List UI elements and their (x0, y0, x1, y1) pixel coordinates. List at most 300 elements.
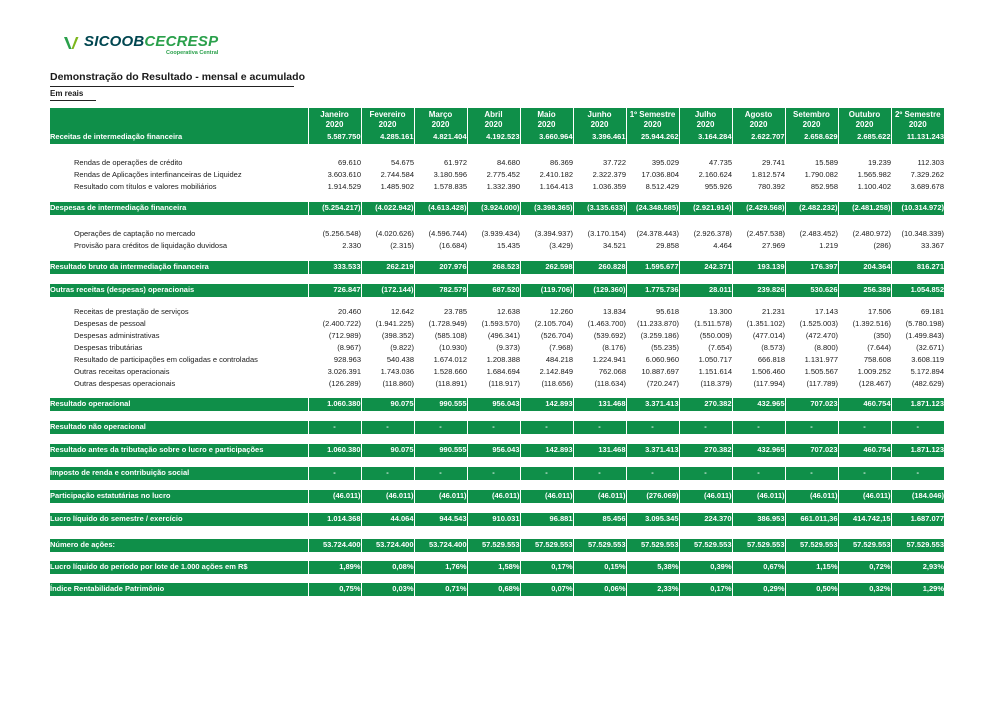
section-row (50, 131, 944, 144)
cell-value: (126.289) (328, 378, 361, 388)
column-header-month: Janeiro (320, 109, 349, 119)
cell-value: 3.095.345 (626, 513, 679, 526)
cell-value: 707.023 (785, 398, 838, 411)
detail-row (50, 157, 944, 169)
cell-value: 3.164.284 (679, 131, 732, 144)
cell-value: 3.396.461 (573, 131, 626, 144)
cell-value: 11.131.243 (891, 131, 944, 144)
cell-value: 1.131.977 (804, 354, 838, 364)
cell-value: 1.506.460 (751, 366, 785, 376)
cell-value: 5.587.750 (308, 131, 361, 144)
cell-value: 2.622.707 (732, 131, 785, 144)
column-header-year: 2020 (696, 119, 715, 129)
cell-value: (7.654) (708, 342, 732, 352)
detail-row (50, 169, 944, 181)
cell-value: (10.348.339) (901, 228, 944, 238)
column-header (308, 108, 361, 131)
cell-value: (1.728.949) (428, 318, 467, 328)
cell-value: (10.930) (439, 342, 467, 352)
cell-value: 386.953 (732, 513, 785, 526)
cell-value: (3.398.365) (520, 202, 573, 215)
spacer-row (50, 457, 944, 467)
cell-value: (5.254.217) (308, 202, 361, 215)
section-row (50, 583, 944, 596)
section-row (50, 513, 944, 526)
column-header (785, 108, 838, 131)
cell-value: (712.989) (328, 330, 361, 340)
cell-value: 1.036.359 (592, 181, 626, 191)
cell-value: 27.969 (762, 240, 785, 250)
cell-value: - (732, 467, 785, 480)
cell-value: 0,17% (679, 583, 732, 596)
column-header-month: Outubro (848, 109, 881, 119)
cell-value: - (414, 421, 467, 434)
cell-value: 0,67% (732, 561, 785, 574)
column-header-year: 2020 (378, 119, 397, 129)
detail-row (50, 378, 944, 390)
cell-value: (46.011) (732, 490, 785, 503)
cell-value: (496.341) (487, 330, 520, 340)
detail-row (50, 228, 944, 240)
detail-row (50, 330, 944, 342)
spacer-cell (50, 480, 944, 490)
column-header-month: Maio (537, 109, 556, 119)
cell-value: 3.026.391 (327, 366, 361, 376)
row-label: Outras despesas operacionais (74, 378, 176, 388)
cell-value: (24.378.443) (636, 228, 679, 238)
cell-value: 0,75% (308, 583, 361, 596)
cell-value: 2.685.622 (838, 131, 891, 144)
cell-value: 84.680 (497, 157, 520, 167)
cell-value: 762.068 (598, 366, 626, 376)
cell-value: 1.684.694 (486, 366, 520, 376)
cell-value: 1.151.614 (698, 366, 732, 376)
column-header-month: Abril (484, 109, 503, 119)
column-header-year: 2020 (537, 119, 556, 129)
cell-value: - (414, 467, 467, 480)
cell-value: 90.075 (361, 444, 414, 457)
column-header-month: 1º Semestre (629, 109, 676, 119)
cell-value: 44.064 (361, 513, 414, 526)
cell-value: 13.300 (709, 306, 732, 316)
section-row (50, 444, 944, 457)
cell-value: (7.968) (549, 342, 573, 352)
table-body (50, 131, 944, 596)
detail-row (50, 366, 944, 378)
detail-row (50, 240, 944, 252)
cell-value: 242.371 (679, 261, 732, 274)
cell-value: 1.485.902 (380, 181, 414, 191)
cell-value: 0,08% (361, 561, 414, 574)
cell-value: 1.775.736 (626, 284, 679, 297)
cell-value: 47.735 (709, 157, 732, 167)
row-label: Despesas de pessoal (74, 318, 146, 328)
cell-value: 956.043 (467, 444, 520, 457)
cell-value: 256.389 (838, 284, 891, 297)
spacer-row (50, 193, 944, 202)
cell-value: 1.060.380 (308, 398, 361, 411)
cell-value: (8.800) (814, 342, 838, 352)
logo-wordmark (84, 34, 218, 50)
spacer-row (50, 503, 944, 513)
cell-value: 2.142.849 (539, 366, 573, 376)
cell-value: (1.941.225) (375, 318, 414, 328)
cell-value: (8.967) (337, 342, 361, 352)
cell-value: (4.613.428) (414, 202, 467, 215)
cell-value: 1.100.402 (857, 181, 891, 191)
section-row (50, 421, 944, 434)
cell-value: 432.965 (732, 398, 785, 411)
row-label: Imposto de renda e contribuição social (50, 467, 308, 480)
logo-text (84, 34, 218, 57)
cell-value: 3.371.413 (626, 398, 679, 411)
cell-value: - (732, 421, 785, 434)
row-label: Outras receitas operacionais (74, 366, 170, 376)
cell-value: 1.790.082 (804, 169, 838, 179)
column-header (467, 108, 520, 131)
cell-value: 57.529.553 (838, 539, 891, 552)
cell-value: 432.965 (732, 444, 785, 457)
cell-value: 29.858 (656, 240, 679, 250)
cell-value: 2,33% (626, 583, 679, 596)
row-label: Resultado bruto da intermediação financeira (50, 261, 308, 274)
column-header-row (50, 108, 944, 131)
cell-value: 61.972 (444, 157, 467, 167)
row-label: Despesas tributárias (74, 342, 143, 352)
cell-value: 28.011 (679, 284, 732, 297)
cell-value: 1.871.123 (891, 398, 944, 411)
cell-value: 57.529.553 (520, 539, 573, 552)
detail-row (50, 306, 944, 318)
column-header (361, 108, 414, 131)
cell-value: 90.075 (361, 398, 414, 411)
cell-value: (472.470) (805, 330, 838, 340)
cell-value: (350) (873, 330, 891, 340)
cell-value: 131.468 (573, 444, 626, 457)
cell-value: 53.724.400 (361, 539, 414, 552)
cell-value: 270.382 (679, 444, 732, 457)
column-header-year: 2020 (484, 119, 503, 129)
cell-value: 0,03% (361, 583, 414, 596)
cell-value: 20.460 (338, 306, 361, 316)
spacer-cell (50, 274, 944, 284)
cell-value: (2.105.704) (534, 318, 573, 328)
column-header-year: 2020 (325, 119, 344, 129)
spacer-row (50, 297, 944, 306)
cell-value: 268.523 (467, 261, 520, 274)
cell-value: 780.392 (757, 181, 785, 191)
cell-value: (2.429.568) (732, 202, 785, 215)
cell-value: 707.023 (785, 444, 838, 457)
cell-value: 270.382 (679, 398, 732, 411)
cell-value: 816.271 (891, 261, 944, 274)
cell-value: 239.826 (732, 284, 785, 297)
cell-value: 956.043 (467, 398, 520, 411)
row-label: Despesas de intermediação financeira (50, 202, 308, 215)
cell-value: 726.847 (308, 284, 361, 297)
cell-value: - (520, 421, 573, 434)
cell-value: 1.014.368 (308, 513, 361, 526)
cell-value: 131.468 (573, 398, 626, 411)
cell-value: 928.963 (333, 354, 361, 364)
cell-value: 3.603.610 (327, 169, 361, 179)
spacer-row (50, 552, 944, 561)
cell-value: (2.921.914) (679, 202, 732, 215)
cell-value: - (679, 421, 732, 434)
cell-value: (128.467) (858, 378, 891, 388)
cell-value: 3.660.964 (520, 131, 573, 144)
row-label: Resultado não operacional (50, 421, 308, 434)
cell-value: - (891, 467, 944, 480)
cell-value: 224.370 (679, 513, 732, 526)
cell-value: (4.020.626) (375, 228, 414, 238)
cell-value: 2,93% (891, 561, 944, 574)
cell-value: (9.822) (390, 342, 414, 352)
cell-value: 6.060.960 (645, 354, 679, 364)
cell-value: - (838, 421, 891, 434)
sicoob-logo (62, 34, 218, 57)
cell-value: (46.011) (838, 490, 891, 503)
cell-value: 0,50% (785, 583, 838, 596)
cell-value: 2.160.624 (698, 169, 732, 179)
spacer-cell (50, 457, 944, 467)
cell-value: (1.463.700) (587, 318, 626, 328)
cell-value: 95.618 (656, 306, 679, 316)
spacer-row (50, 574, 944, 583)
cell-value: 2.410.182 (539, 169, 573, 179)
column-header-month: 2º Semestre (894, 109, 941, 119)
row-label: Outras receitas (despesas) operacionais (50, 284, 308, 297)
spacer-row (50, 390, 944, 398)
row-label: Operações de captação no mercado (74, 228, 196, 238)
spacer-cell (50, 252, 944, 261)
cell-value: 21.231 (762, 306, 785, 316)
cell-value: (276.069) (626, 490, 679, 503)
cell-value: 262.598 (520, 261, 573, 274)
cell-value: (1.511.578) (694, 318, 732, 328)
cell-value: 2.744.584 (380, 169, 414, 179)
row-label: Provisão para créditos de liquidação duvidosa (74, 240, 228, 250)
cell-value: 142.893 (520, 444, 573, 457)
cell-value: (117.994) (753, 378, 785, 388)
cell-value: (3.259.186) (640, 330, 679, 340)
cell-value: 1,15% (785, 561, 838, 574)
cell-value: 4.464 (713, 240, 732, 250)
cell-value: 176.397 (785, 261, 838, 274)
cell-value: - (838, 467, 891, 480)
cell-value: (4.022.942) (361, 202, 414, 215)
section-row (50, 202, 944, 215)
cell-value: (526.704) (540, 330, 573, 340)
spacer-cell (50, 297, 944, 306)
cell-value: 2.658.629 (785, 131, 838, 144)
cell-value: (1.499.843) (905, 330, 944, 340)
cell-value: 2.330 (342, 240, 361, 250)
cell-value: - (679, 467, 732, 480)
column-header-month: Junho (587, 109, 612, 119)
cell-value: 4.285.161 (361, 131, 414, 144)
section-row (50, 284, 944, 297)
cell-value: 193.139 (732, 261, 785, 274)
cell-value: (172.144) (361, 284, 414, 297)
row-label: Participação estatutárias no lucro (50, 490, 308, 503)
cell-value: 1,76% (414, 561, 467, 574)
cell-value: (16.684) (439, 240, 467, 250)
cell-value: 910.031 (467, 513, 520, 526)
spacer-cell (50, 390, 944, 398)
cell-value: (477.014) (752, 330, 785, 340)
row-label: Resultado antes da tributação sobre o lucro e participações (50, 444, 308, 457)
spacer-cell (50, 552, 944, 561)
row-label: Resultado com títulos e valores mobiliários (74, 181, 217, 191)
cell-value: 3.608.119 (911, 354, 944, 364)
cell-value: 1.674.012 (433, 354, 467, 364)
cell-value: (24.348.585) (626, 202, 679, 215)
spacer-row (50, 144, 944, 157)
cell-value: (118.379) (700, 378, 732, 388)
cell-value: 4.821.404 (414, 131, 467, 144)
spacer-cell (50, 193, 944, 202)
cell-value: 1,58% (467, 561, 520, 574)
cell-value: - (573, 467, 626, 480)
cell-value: 260.828 (573, 261, 626, 274)
cell-value: 17.506 (868, 306, 891, 316)
logo-sicoob-text: SICOOB (84, 33, 145, 50)
cell-value: 34.521 (603, 240, 626, 250)
cell-value: (8.176) (602, 342, 626, 352)
row-label: Índice Rentabilidade Patrimônio (50, 583, 308, 596)
column-header (732, 108, 785, 131)
cell-value: 13.834 (603, 306, 626, 316)
section-row (50, 398, 944, 411)
cell-value: (2.481.258) (838, 202, 891, 215)
cell-value: (4.596.744) (428, 228, 467, 238)
column-header-month: Março (428, 109, 453, 119)
cell-value: 1,29% (891, 583, 944, 596)
cell-value: 57.529.553 (732, 539, 785, 552)
column-header (626, 108, 679, 131)
cell-value: (2.315) (390, 240, 414, 250)
cell-value: - (467, 467, 520, 480)
column-header-year: 2020 (908, 119, 927, 129)
sicoob-logo-icon (62, 36, 80, 51)
cell-value: (7.644) (867, 342, 891, 352)
cell-value: 57.529.553 (626, 539, 679, 552)
cell-value: 1.505.567 (804, 366, 838, 376)
cell-value: (117.789) (806, 378, 838, 388)
column-header (838, 108, 891, 131)
cell-value: 0,39% (679, 561, 732, 574)
cell-value: (55.235) (651, 342, 679, 352)
cell-value: 1.054.852 (891, 284, 944, 297)
cell-value: 661.011,36 (785, 513, 838, 526)
cell-value: 1.050.717 (698, 354, 732, 364)
cell-value: 204.364 (838, 261, 891, 274)
cell-value: 19.239 (868, 157, 891, 167)
column-header (573, 108, 626, 131)
cell-value: (539.692) (593, 330, 626, 340)
cell-value: (3.170.154) (587, 228, 626, 238)
cell-value: 262.219 (361, 261, 414, 274)
cell-value: - (361, 421, 414, 434)
cell-value: (550.009) (699, 330, 732, 340)
cell-value: 57.529.553 (679, 539, 732, 552)
section-row (50, 539, 944, 552)
cell-value: (3.135.633) (573, 202, 626, 215)
cell-value: 1,89% (308, 561, 361, 574)
spacer-row (50, 434, 944, 444)
spacer-cell (50, 411, 944, 421)
column-header-year: 2020 (431, 119, 450, 129)
cell-value: (398.352) (381, 330, 414, 340)
column-header-empty (50, 108, 308, 131)
cell-value: 1.224.941 (592, 354, 626, 364)
cell-value: 86.369 (550, 157, 573, 167)
cell-value: 1.528.660 (433, 366, 467, 376)
cell-value: (118.634) (594, 378, 626, 388)
cell-value: (46.011) (361, 490, 414, 503)
cell-value: 1.009.252 (857, 366, 891, 376)
cell-value: 1.812.574 (751, 169, 785, 179)
cell-value: - (785, 421, 838, 434)
cell-value: (720.247) (646, 378, 679, 388)
column-header-month: Julho (694, 109, 717, 119)
cell-value: (3.939.434) (481, 228, 520, 238)
cell-value: 3.180.596 (433, 169, 467, 179)
cell-value: (3.394.937) (534, 228, 573, 238)
cell-value: (1.593.570) (481, 318, 520, 328)
cell-value: (118.917) (488, 378, 520, 388)
cell-value: (46.011) (573, 490, 626, 503)
cell-value: 0,68% (467, 583, 520, 596)
cell-value: - (626, 467, 679, 480)
cell-value: 57.529.553 (891, 539, 944, 552)
cell-value: 484.218 (545, 354, 573, 364)
section-row (50, 261, 944, 274)
cell-value: 1.060.380 (308, 444, 361, 457)
row-label: Resultado operacional (50, 398, 308, 411)
logo-tagline: Cooperativa Central (166, 50, 219, 56)
cell-value: 666.818 (757, 354, 785, 364)
cell-value: 1.219 (819, 240, 838, 250)
cell-value: (184.046) (891, 490, 944, 503)
cell-value: - (467, 421, 520, 434)
page-title: Demonstração do Resultado - mensal e acumulado (50, 71, 294, 87)
row-label: Rendas de operações de crédito (74, 157, 183, 167)
cell-value: 3.689.678 (910, 181, 944, 191)
cell-value: - (785, 467, 838, 480)
cell-value: 69.610 (338, 157, 361, 167)
row-label: Receitas de intermediação financeira (50, 131, 308, 144)
spacer-row (50, 252, 944, 261)
cell-value: 758.608 (863, 354, 891, 364)
cell-value: (482.629) (911, 378, 944, 388)
cell-value: (2.480.972) (852, 228, 891, 238)
cell-value: 0,32% (838, 583, 891, 596)
detail-row (50, 342, 944, 354)
column-header-year: 2020 (643, 119, 662, 129)
section-row (50, 490, 944, 503)
cell-value: (585.108) (434, 330, 467, 340)
spacer-cell (50, 574, 944, 583)
cell-value: 112.303 (917, 157, 944, 167)
spacer-cell (50, 526, 944, 539)
cell-value: 5,38% (626, 561, 679, 574)
spacer-row (50, 215, 944, 228)
column-header-month: Agosto (744, 109, 773, 119)
column-header (891, 108, 944, 131)
cell-value: (46.011) (414, 490, 467, 503)
